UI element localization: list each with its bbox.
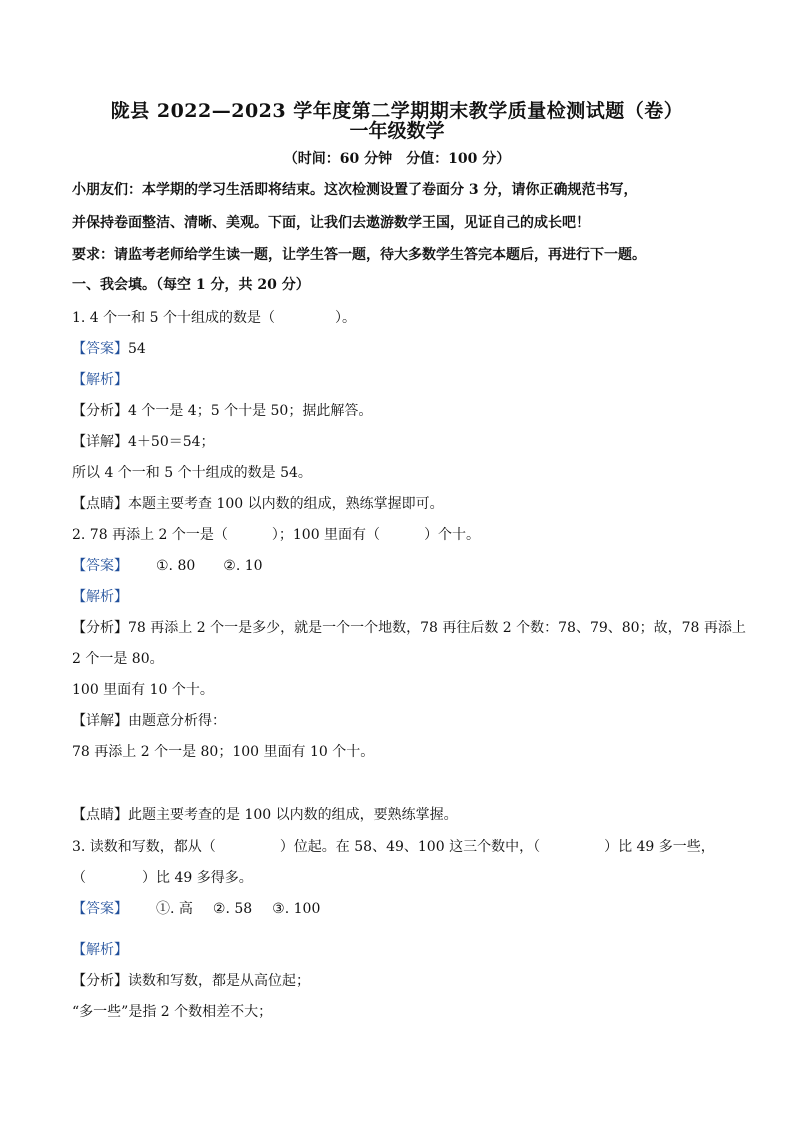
analysis-label: 【分析】 xyxy=(72,973,128,989)
q1-comment xyxy=(72,494,444,514)
q3-answer-2: ②. 58 xyxy=(212,901,253,917)
q1-analysis-head xyxy=(72,370,128,390)
q2-text-b: ）；100 里面有（ xyxy=(271,527,381,543)
intro-line-1: 小朋友们：本学期的学习生活即将结束。这次检测设置了卷面分 3 分，请你正确规范书写， xyxy=(72,182,638,198)
answer-label: 【答案】 xyxy=(72,341,128,357)
q2-comment-text: 此题主要考查的是 100 以内数的组成，要熟练掌握。 xyxy=(128,807,458,823)
q2-answer xyxy=(72,556,263,576)
q3-text-b: ）位起。在 58、49、100 这三个数中，（ xyxy=(279,839,541,855)
time-and-score: （时间：60 分钟 分值：100 分） xyxy=(283,151,511,167)
q2-text-c: ）个十。 xyxy=(424,527,481,543)
q2-comment xyxy=(72,805,458,825)
q3-text-d: （ xyxy=(72,870,86,886)
q1-detail-text: 4＋50＝54； xyxy=(128,434,215,450)
q2-detail xyxy=(72,711,226,731)
q1-analysis xyxy=(72,401,372,421)
q3-question xyxy=(72,837,715,857)
q2-answer-1: ①. 80 xyxy=(156,558,196,574)
q2-detail-text: 由题意分析得： xyxy=(128,713,226,729)
answer-label: 【答案】 xyxy=(72,901,128,917)
q2-question xyxy=(72,525,480,545)
requirement: 要求：请监考老师给学生读一题，让学生答一题，待大多数学生答完本题后，再进行下一题。 xyxy=(72,247,646,263)
q2-detail-2: 78 再添上 2 个一是 80；100 里面有 10 个十。 xyxy=(72,744,375,760)
analysis-head-label: 【解析】 xyxy=(72,942,128,958)
q3-text-c: ）比 49 多一些， xyxy=(604,839,715,855)
analysis-label: 【分析】 xyxy=(72,403,128,419)
q1-text-b: ）。 xyxy=(334,310,356,326)
analysis-head-label: 【解析】 xyxy=(72,589,128,605)
q2-analysis xyxy=(72,618,746,638)
q2-analysis-3: 100 里面有 10 个十。 xyxy=(72,682,214,698)
comment-label: 【点睛】 xyxy=(72,496,128,512)
exam-title: 陇县 2022—2023 学年度第二学期期末教学质量检测试题（卷） xyxy=(110,100,684,122)
q1-analysis-text: 4 个一是 4；5 个十是 50；据此解答。 xyxy=(128,403,373,419)
q1-question xyxy=(72,308,356,328)
section-heading-1: 一、我会填。（每空 1 分，共 20 分） xyxy=(72,277,310,293)
q1-answer xyxy=(72,339,146,359)
q2-analysis-text: 78 再添上 2 个一是多少，就是一个一个地数，78 再往后数 2 个数：78、79、80；故，78 再添上 xyxy=(128,620,746,636)
q3-analysis-text: 读数和写数，都是从高位起； xyxy=(128,973,310,989)
q2-analysis-head xyxy=(72,587,128,607)
q1-text-a: 1. 4 个一和 5 个十组成的数是（ xyxy=(72,310,275,326)
q1-comment-text: 本题主要考查 100 以内数的组成，熟练掌握即可。 xyxy=(128,496,444,512)
analysis-label: 【分析】 xyxy=(72,620,128,636)
q3-question-2 xyxy=(72,868,253,888)
q2-answer-2: ②. 10 xyxy=(223,558,263,574)
q3-answer-1: ①. 高 xyxy=(156,901,193,917)
q3-text-a: 3. 读数和写数，都从（ xyxy=(72,839,216,855)
q3-answer-3: ③. 100 xyxy=(272,901,321,917)
exam-subtitle: 一年级数学 xyxy=(349,120,445,142)
answer-label: 【答案】 xyxy=(72,558,128,574)
intro-line-2: 并保持卷面整洁、清晰、美观。下面，让我们去遨游数学王国，见证自己的成长吧！ xyxy=(72,215,590,231)
analysis-head-label: 【解析】 xyxy=(72,372,128,388)
q3-answer xyxy=(72,899,320,919)
q3-analysis-2: “多一些”是指 2 个数相差不大； xyxy=(72,1004,273,1020)
q2-text-a: 2. 78 再添上 2 个一是（ xyxy=(72,527,228,543)
detail-label: 【详解】 xyxy=(72,713,128,729)
comment-label: 【点睛】 xyxy=(72,807,128,823)
q3-analysis xyxy=(72,971,310,991)
q3-analysis-head xyxy=(72,940,128,960)
q3-text-e: ）比 49 多得多。 xyxy=(142,870,253,886)
q1-answer-value: 54 xyxy=(128,341,146,357)
q1-detail-2: 所以 4 个一和 5 个十组成的数是 54。 xyxy=(72,465,312,481)
q2-analysis-2: 2 个一是 80。 xyxy=(72,651,164,667)
detail-label: 【详解】 xyxy=(72,434,128,450)
q1-detail xyxy=(72,432,215,452)
